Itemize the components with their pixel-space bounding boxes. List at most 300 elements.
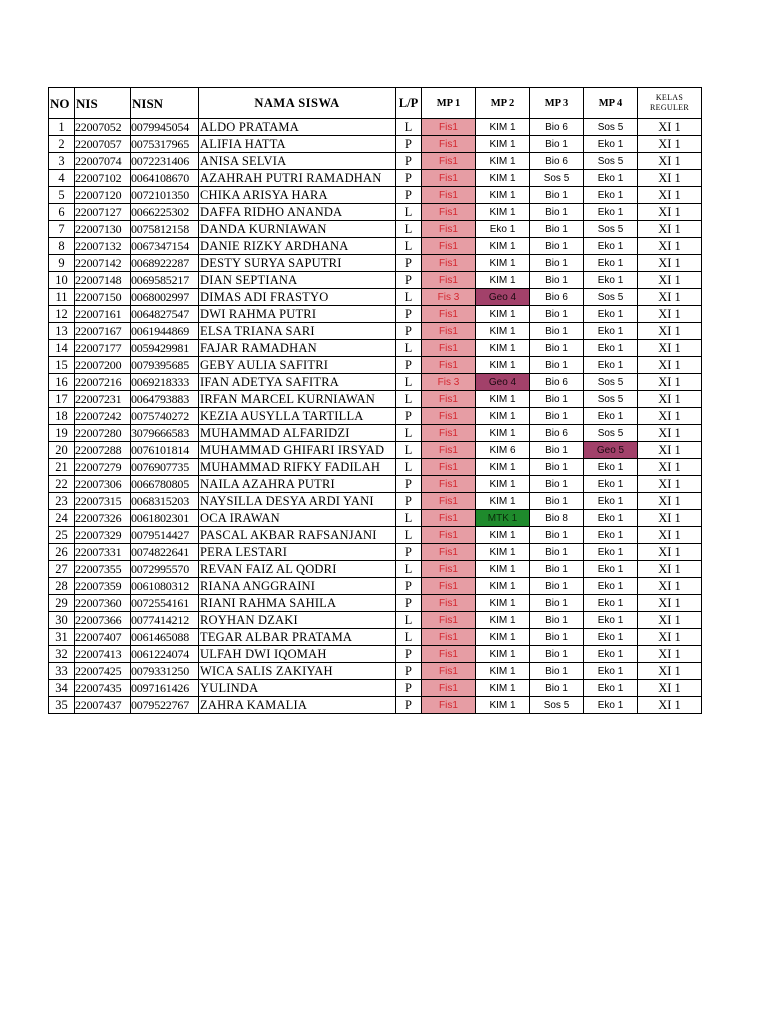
cell-mp4: Eko 1 <box>584 170 638 187</box>
cell-lp: P <box>396 595 422 612</box>
cell-nis: 22007366 <box>75 612 131 629</box>
cell-nisn: 0064827547 <box>131 306 199 323</box>
cell-mp3: Bio 1 <box>530 187 584 204</box>
cell-nis: 22007407 <box>75 629 131 646</box>
cell-nama-siswa: DANIE RIZKY ARDHANA <box>199 238 396 255</box>
cell-kelas: XI 1 <box>638 442 702 459</box>
cell-mp2: KIM 1 <box>476 323 530 340</box>
cell-no: 5 <box>49 187 75 204</box>
table-row <box>49 340 702 357</box>
cell-nis: 22007326 <box>75 510 131 527</box>
cell-mp4: Eko 1 <box>584 544 638 561</box>
cell-nama-siswa: PERA LESTARI <box>199 544 396 561</box>
cell-mp3: Bio 1 <box>530 612 584 629</box>
table-row <box>49 238 702 255</box>
cell-mp3: Bio 1 <box>530 306 584 323</box>
cell-nis: 22007120 <box>75 187 131 204</box>
cell-mp1: Fis1 <box>422 391 476 408</box>
cell-nis: 22007413 <box>75 646 131 663</box>
cell-mp3: Bio 1 <box>530 663 584 680</box>
cell-mp2: Geo 4 <box>476 289 530 306</box>
table-row <box>49 323 702 340</box>
cell-mp2: KIM 1 <box>476 408 530 425</box>
cell-mp1: Fis1 <box>422 306 476 323</box>
cell-mp2: KIM 1 <box>476 527 530 544</box>
cell-mp3: Bio 6 <box>530 289 584 306</box>
cell-mp4: Eko 1 <box>584 408 638 425</box>
cell-mp3: Bio 1 <box>530 493 584 510</box>
cell-mp2: KIM 1 <box>476 680 530 697</box>
cell-nis: 22007102 <box>75 170 131 187</box>
cell-nama-siswa: DAFFA RIDHO ANANDA <box>199 204 396 221</box>
cell-mp4: Eko 1 <box>584 272 638 289</box>
cell-nisn: 0061224074 <box>131 646 199 663</box>
cell-lp: P <box>396 357 422 374</box>
table-row <box>49 408 702 425</box>
table-row <box>49 153 702 170</box>
cell-mp4: Sos 5 <box>584 391 638 408</box>
cell-mp4: Eko 1 <box>584 680 638 697</box>
header-nisn: NISN <box>131 88 199 119</box>
cell-nama-siswa: YULINDA <box>199 680 396 697</box>
cell-mp1: Fis1 <box>422 646 476 663</box>
cell-kelas: XI 1 <box>638 238 702 255</box>
cell-nama-siswa: DIMAS ADI FRASTYO <box>199 289 396 306</box>
cell-mp4: Eko 1 <box>584 629 638 646</box>
cell-no: 2 <box>49 136 75 153</box>
cell-kelas: XI 1 <box>638 119 702 136</box>
cell-nama-siswa: DIAN SEPTIANA <box>199 272 396 289</box>
cell-nama-siswa: DANDA KURNIAWAN <box>199 221 396 238</box>
cell-mp1: Fis1 <box>422 697 476 714</box>
cell-nis: 22007329 <box>75 527 131 544</box>
cell-no: 31 <box>49 629 75 646</box>
table-row <box>49 697 702 714</box>
cell-mp4: Eko 1 <box>584 459 638 476</box>
cell-nis: 22007435 <box>75 680 131 697</box>
cell-lp: L <box>396 119 422 136</box>
cell-no: 19 <box>49 425 75 442</box>
cell-mp2: KIM 1 <box>476 697 530 714</box>
cell-no: 6 <box>49 204 75 221</box>
cell-mp4: Eko 1 <box>584 663 638 680</box>
cell-nis: 22007132 <box>75 238 131 255</box>
cell-no: 25 <box>49 527 75 544</box>
cell-lp: P <box>396 323 422 340</box>
cell-lp: P <box>396 306 422 323</box>
cell-mp2: KIM 1 <box>476 425 530 442</box>
cell-nis: 22007177 <box>75 340 131 357</box>
cell-kelas: XI 1 <box>638 289 702 306</box>
cell-no: 7 <box>49 221 75 238</box>
cell-nama-siswa: PASCAL AKBAR RAFSANJANI <box>199 527 396 544</box>
cell-lp: L <box>396 629 422 646</box>
cell-lp: L <box>396 238 422 255</box>
student-table <box>48 87 702 714</box>
cell-nis: 22007057 <box>75 136 131 153</box>
cell-no: 8 <box>49 238 75 255</box>
cell-nama-siswa: CHIKA ARISYA HARA <box>199 187 396 204</box>
cell-lp: P <box>396 697 422 714</box>
cell-kelas: XI 1 <box>638 272 702 289</box>
cell-lp: L <box>396 340 422 357</box>
cell-kelas: XI 1 <box>638 561 702 578</box>
cell-no: 34 <box>49 680 75 697</box>
cell-mp2: KIM 1 <box>476 391 530 408</box>
cell-nama-siswa: NAYSILLA DESYA ARDI YANI <box>199 493 396 510</box>
cell-nisn: 0061802301 <box>131 510 199 527</box>
cell-nis: 22007167 <box>75 323 131 340</box>
cell-mp2: KIM 1 <box>476 629 530 646</box>
cell-lp: P <box>396 272 422 289</box>
cell-mp4: Eko 1 <box>584 204 638 221</box>
table-row <box>49 306 702 323</box>
cell-nisn: 0072231406 <box>131 153 199 170</box>
cell-kelas: XI 1 <box>638 544 702 561</box>
cell-kelas: XI 1 <box>638 255 702 272</box>
cell-mp2: KIM 1 <box>476 187 530 204</box>
cell-mp2: KIM 1 <box>476 663 530 680</box>
table-row <box>49 561 702 578</box>
cell-mp4: Eko 1 <box>584 697 638 714</box>
cell-nama-siswa: ALDO PRATAMA <box>199 119 396 136</box>
table-row <box>49 527 702 544</box>
cell-mp4: Eko 1 <box>584 357 638 374</box>
cell-mp1: Fis1 <box>422 612 476 629</box>
cell-mp2: KIM 1 <box>476 306 530 323</box>
cell-no: 10 <box>49 272 75 289</box>
cell-kelas: XI 1 <box>638 408 702 425</box>
cell-mp1: Fis1 <box>422 238 476 255</box>
header-kelas-reguler: KELAS REGULER <box>638 88 702 119</box>
cell-no: 4 <box>49 170 75 187</box>
cell-mp1: Fis1 <box>422 357 476 374</box>
cell-mp2: KIM 6 <box>476 442 530 459</box>
cell-mp4: Eko 1 <box>584 646 638 663</box>
cell-nama-siswa: ANISA SELVIA <box>199 153 396 170</box>
cell-mp3: Bio 1 <box>530 221 584 238</box>
cell-nama-siswa: AZAHRAH PUTRI RAMADHAN <box>199 170 396 187</box>
cell-lp: P <box>396 136 422 153</box>
cell-nisn: 0074822641 <box>131 544 199 561</box>
cell-mp1: Fis1 <box>422 170 476 187</box>
cell-no: 35 <box>49 697 75 714</box>
cell-lp: P <box>396 170 422 187</box>
cell-mp4: Sos 5 <box>584 374 638 391</box>
table-row <box>49 170 702 187</box>
cell-mp2: KIM 1 <box>476 612 530 629</box>
cell-kelas: XI 1 <box>638 187 702 204</box>
cell-mp2: KIM 1 <box>476 578 530 595</box>
cell-mp2: KIM 1 <box>476 170 530 187</box>
cell-mp3: Bio 1 <box>530 357 584 374</box>
cell-nisn: 0064793883 <box>131 391 199 408</box>
table-row <box>49 391 702 408</box>
cell-nama-siswa: MUHAMMAD GHIFARI IRSYAD <box>199 442 396 459</box>
cell-mp1: Fis1 <box>422 544 476 561</box>
cell-mp4: Eko 1 <box>584 476 638 493</box>
cell-mp3: Bio 1 <box>530 340 584 357</box>
table-row <box>49 221 702 238</box>
cell-kelas: XI 1 <box>638 510 702 527</box>
table-row <box>49 629 702 646</box>
cell-mp4: Eko 1 <box>584 187 638 204</box>
cell-mp1: Fis1 <box>422 629 476 646</box>
table-body <box>49 119 702 714</box>
cell-mp2: KIM 1 <box>476 204 530 221</box>
cell-nisn: 0079522767 <box>131 697 199 714</box>
cell-nisn: 0079331250 <box>131 663 199 680</box>
cell-mp3: Bio 1 <box>530 272 584 289</box>
cell-nama-siswa: OCA IRAWAN <box>199 510 396 527</box>
cell-nisn: 0059429981 <box>131 340 199 357</box>
cell-no: 21 <box>49 459 75 476</box>
cell-nis: 22007315 <box>75 493 131 510</box>
student-table-sheet <box>48 87 702 714</box>
cell-nisn: 0097161426 <box>131 680 199 697</box>
cell-mp3: Bio 6 <box>530 425 584 442</box>
cell-no: 22 <box>49 476 75 493</box>
cell-nis: 22007437 <box>75 697 131 714</box>
cell-mp2: KIM 1 <box>476 544 530 561</box>
cell-nis: 22007231 <box>75 391 131 408</box>
cell-no: 23 <box>49 493 75 510</box>
cell-mp1: Fis1 <box>422 493 476 510</box>
cell-kelas: XI 1 <box>638 340 702 357</box>
cell-nisn: 0079945054 <box>131 119 199 136</box>
cell-mp3: Bio 1 <box>530 238 584 255</box>
cell-kelas: XI 1 <box>638 663 702 680</box>
cell-mp1: Fis1 <box>422 680 476 697</box>
cell-mp3: Bio 1 <box>530 527 584 544</box>
cell-mp1: Fis1 <box>422 340 476 357</box>
cell-mp1: Fis1 <box>422 459 476 476</box>
cell-nis: 22007200 <box>75 357 131 374</box>
cell-mp2: KIM 1 <box>476 136 530 153</box>
cell-kelas: XI 1 <box>638 646 702 663</box>
cell-mp3: Bio 1 <box>530 442 584 459</box>
cell-nisn: 0069585217 <box>131 272 199 289</box>
cell-mp4: Sos 5 <box>584 153 638 170</box>
cell-mp3: Bio 1 <box>530 391 584 408</box>
table-row <box>49 204 702 221</box>
cell-mp4: Eko 1 <box>584 136 638 153</box>
cell-nis: 22007161 <box>75 306 131 323</box>
header-no: NO <box>49 88 75 119</box>
cell-no: 29 <box>49 595 75 612</box>
cell-kelas: XI 1 <box>638 391 702 408</box>
cell-nama-siswa: DESTY SURYA SAPUTRI <box>199 255 396 272</box>
cell-lp: P <box>396 663 422 680</box>
cell-kelas: XI 1 <box>638 697 702 714</box>
cell-nama-siswa: REVAN FAIZ AL QODRI <box>199 561 396 578</box>
cell-mp3: Bio 1 <box>530 204 584 221</box>
cell-mp3: Bio 1 <box>530 255 584 272</box>
cell-lp: P <box>396 153 422 170</box>
cell-no: 16 <box>49 374 75 391</box>
cell-mp2: Eko 1 <box>476 221 530 238</box>
cell-mp1: Fis1 <box>422 221 476 238</box>
cell-kelas: XI 1 <box>638 459 702 476</box>
cell-nisn: 0066780805 <box>131 476 199 493</box>
cell-no: 3 <box>49 153 75 170</box>
cell-nama-siswa: ALIFIA HATTA <box>199 136 396 153</box>
cell-kelas: XI 1 <box>638 204 702 221</box>
cell-kelas: XI 1 <box>638 221 702 238</box>
header-nama-siswa: NAMA SISWA <box>199 88 396 119</box>
cell-no: 28 <box>49 578 75 595</box>
cell-lp: L <box>396 527 422 544</box>
table-row <box>49 459 702 476</box>
cell-nisn: 0079514427 <box>131 527 199 544</box>
cell-mp3: Bio 1 <box>530 136 584 153</box>
cell-mp1: Fis1 <box>422 510 476 527</box>
cell-kelas: XI 1 <box>638 374 702 391</box>
cell-mp3: Bio 1 <box>530 629 584 646</box>
cell-no: 14 <box>49 340 75 357</box>
cell-no: 11 <box>49 289 75 306</box>
cell-mp3: Bio 6 <box>530 153 584 170</box>
cell-mp3: Bio 1 <box>530 459 584 476</box>
cell-mp4: Eko 1 <box>584 595 638 612</box>
cell-mp4: Eko 1 <box>584 323 638 340</box>
cell-nisn: 0076101814 <box>131 442 199 459</box>
cell-lp: L <box>396 391 422 408</box>
cell-nisn: 0066225302 <box>131 204 199 221</box>
cell-kelas: XI 1 <box>638 476 702 493</box>
table-row <box>49 578 702 595</box>
cell-mp2: KIM 1 <box>476 272 530 289</box>
cell-kelas: XI 1 <box>638 578 702 595</box>
cell-nisn: 0067347154 <box>131 238 199 255</box>
table-row <box>49 289 702 306</box>
cell-mp3: Bio 1 <box>530 561 584 578</box>
cell-nis: 22007150 <box>75 289 131 306</box>
cell-nama-siswa: WICA SALIS ZAKIYAH <box>199 663 396 680</box>
cell-nisn: 0068315203 <box>131 493 199 510</box>
cell-kelas: XI 1 <box>638 153 702 170</box>
cell-lp: L <box>396 425 422 442</box>
table-row <box>49 187 702 204</box>
cell-nama-siswa: MUHAMMAD ALFARIDZI <box>199 425 396 442</box>
cell-lp: P <box>396 646 422 663</box>
cell-mp4: Eko 1 <box>584 493 638 510</box>
cell-no: 9 <box>49 255 75 272</box>
cell-nisn: 0061080312 <box>131 578 199 595</box>
cell-mp1: Fis1 <box>422 663 476 680</box>
cell-no: 30 <box>49 612 75 629</box>
cell-lp: P <box>396 187 422 204</box>
cell-kelas: XI 1 <box>638 527 702 544</box>
header-lp: L/P <box>396 88 422 119</box>
cell-mp1: Fis1 <box>422 425 476 442</box>
cell-mp1: Fis1 <box>422 442 476 459</box>
cell-mp4: Eko 1 <box>584 340 638 357</box>
cell-nisn: 0068922287 <box>131 255 199 272</box>
table-row <box>49 680 702 697</box>
cell-nis: 22007130 <box>75 221 131 238</box>
cell-no: 24 <box>49 510 75 527</box>
header-mp2: MP 2 <box>476 88 530 119</box>
cell-mp3: Sos 5 <box>530 697 584 714</box>
table-row <box>49 425 702 442</box>
cell-mp1: Fis1 <box>422 187 476 204</box>
cell-mp4: Eko 1 <box>584 561 638 578</box>
table-row <box>49 663 702 680</box>
cell-kelas: XI 1 <box>638 680 702 697</box>
table-row <box>49 510 702 527</box>
table-row <box>49 357 702 374</box>
cell-kelas: XI 1 <box>638 493 702 510</box>
cell-mp1: Fis 3 <box>422 374 476 391</box>
cell-mp1: Fis 3 <box>422 289 476 306</box>
cell-mp4: Eko 1 <box>584 238 638 255</box>
cell-mp2: KIM 1 <box>476 119 530 136</box>
cell-nis: 22007359 <box>75 578 131 595</box>
cell-nisn: 0068002997 <box>131 289 199 306</box>
cell-mp3: Bio 8 <box>530 510 584 527</box>
cell-nama-siswa: ZAHRA KAMALIA <box>199 697 396 714</box>
cell-nisn: 0061944869 <box>131 323 199 340</box>
cell-nisn: 0075317965 <box>131 136 199 153</box>
cell-no: 32 <box>49 646 75 663</box>
cell-mp4: Eko 1 <box>584 578 638 595</box>
cell-nisn: 0075812158 <box>131 221 199 238</box>
cell-mp2: KIM 1 <box>476 340 530 357</box>
header-nis: NIS <box>75 88 131 119</box>
cell-kelas: XI 1 <box>638 136 702 153</box>
cell-mp2: KIM 1 <box>476 357 530 374</box>
cell-mp4: Sos 5 <box>584 119 638 136</box>
cell-nis: 22007279 <box>75 459 131 476</box>
cell-mp1: Fis1 <box>422 323 476 340</box>
table-row <box>49 476 702 493</box>
cell-nisn: 0064108670 <box>131 170 199 187</box>
cell-nis: 22007355 <box>75 561 131 578</box>
cell-nama-siswa: RIANI RAHMA SAHILA <box>199 595 396 612</box>
cell-mp2: KIM 1 <box>476 595 530 612</box>
cell-mp2: KIM 1 <box>476 646 530 663</box>
cell-nama-siswa: KEZIA AUSYLLA TARTILLA <box>199 408 396 425</box>
cell-nama-siswa: FAJAR RAMADHAN <box>199 340 396 357</box>
cell-nama-siswa: ELSA TRIANA SARI <box>199 323 396 340</box>
header-mp1: MP 1 <box>422 88 476 119</box>
table-row <box>49 595 702 612</box>
cell-nisn: 0069218333 <box>131 374 199 391</box>
table-row <box>49 374 702 391</box>
cell-kelas: XI 1 <box>638 170 702 187</box>
cell-mp1: Fis1 <box>422 153 476 170</box>
header-row <box>49 88 702 119</box>
cell-mp1: Fis1 <box>422 408 476 425</box>
cell-nisn: 0061465088 <box>131 629 199 646</box>
cell-kelas: XI 1 <box>638 425 702 442</box>
cell-mp3: Bio 6 <box>530 119 584 136</box>
cell-mp1: Fis1 <box>422 595 476 612</box>
cell-nama-siswa: GEBY AULIA SAFITRI <box>199 357 396 374</box>
cell-no: 26 <box>49 544 75 561</box>
cell-mp1: Fis1 <box>422 255 476 272</box>
cell-mp1: Fis1 <box>422 272 476 289</box>
cell-lp: L <box>396 221 422 238</box>
cell-mp1: Fis1 <box>422 204 476 221</box>
cell-no: 12 <box>49 306 75 323</box>
cell-nisn: 0077414212 <box>131 612 199 629</box>
cell-mp1: Fis1 <box>422 561 476 578</box>
cell-lp: P <box>396 408 422 425</box>
cell-mp2: KIM 1 <box>476 493 530 510</box>
cell-lp: L <box>396 510 422 527</box>
